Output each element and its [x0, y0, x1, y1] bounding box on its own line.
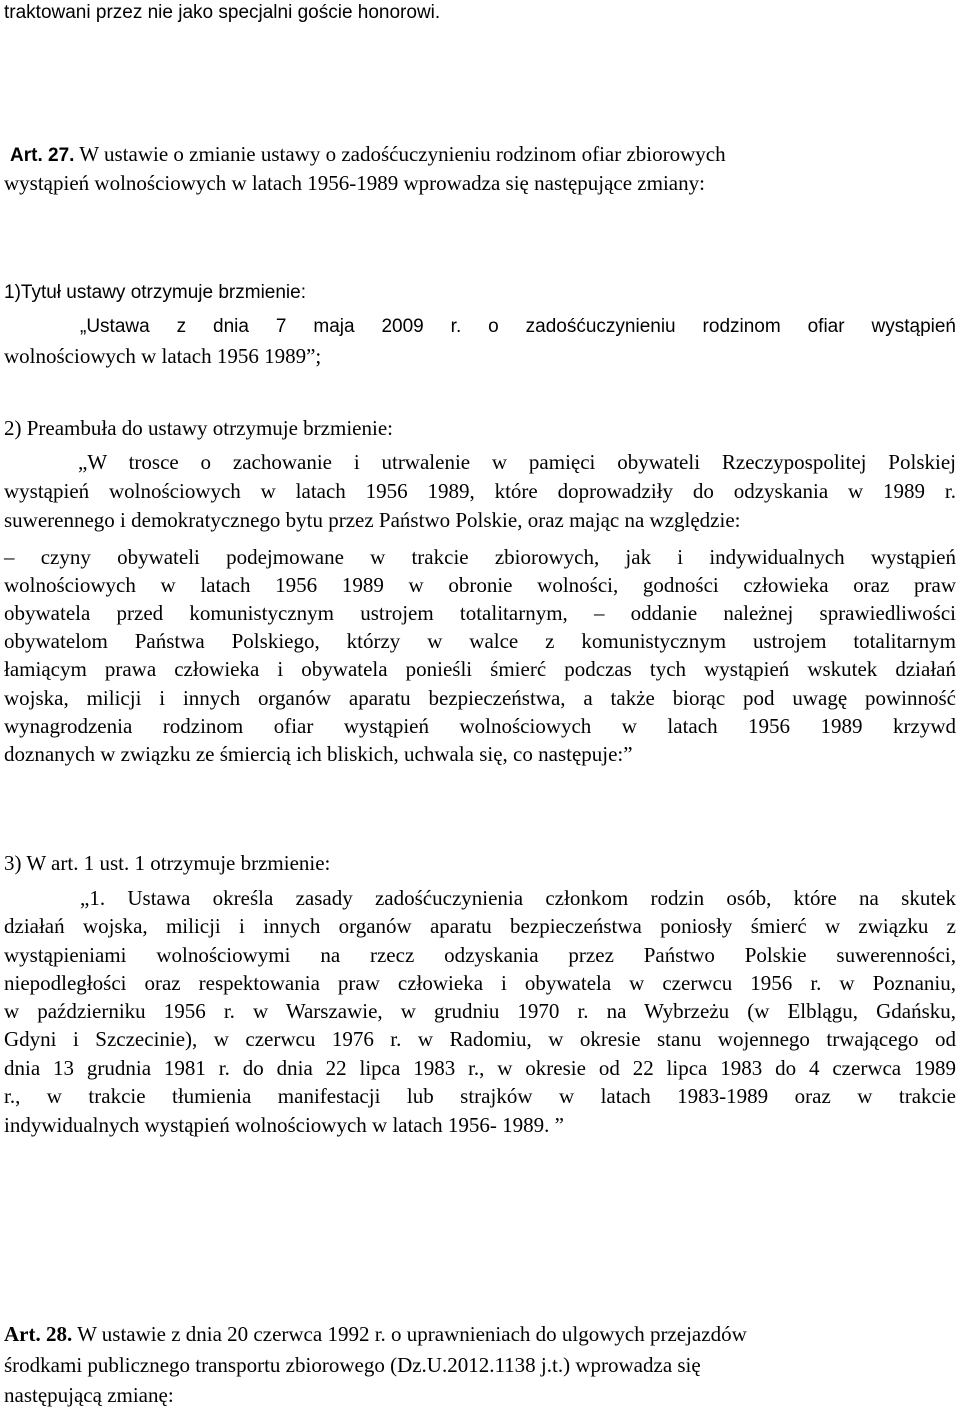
- article1-line: Gdyni i Szczecinie), w czerwcu 1976 r. w Radomiu, w okresie stanu wojennego trwającego od: [4, 1027, 956, 1051]
- art28-line-2: środkami publicznego transportu zbiorowego (Dz.U.2012.1138 j.t.) wprowadza się: [4, 1353, 701, 1377]
- article1-line: wystąpieniami wolnościowymi na rzecz odzyskania przez Państwo Polskie suwerenności,: [4, 943, 956, 967]
- preamble-line: doznanych w związku ze śmiercią ich bliskich, uchwala się, co następuje:”: [4, 742, 633, 766]
- art28-line-1: [4, 1322, 747, 1347]
- preamble-line: – czyny obywateli podejmowane w trakcie zbiorowych, jak i indywidualnych wystąpień: [4, 545, 956, 569]
- preamble-line: suwerennego i demokratycznego bytu przez Państwo Polskie, oraz mając na względzie:: [4, 508, 741, 532]
- point1-title-line-2: wolnościowych w latach 1956 1989”;: [4, 344, 322, 368]
- art28-text-1: W ustawie z dnia 20 czerwca 1992 r. o uprawnieniach do ulgowych przejazdów: [77, 1322, 747, 1346]
- article1-line: w październiku 1956 r. w Warszawie, w grudniu 1970 r. na Wybrzeżu (w Elblągu, Gdańsku,: [4, 999, 956, 1023]
- preamble-line: obywatelom Państwa Polskiego, którzy w walce z komunistycznym ustrojem totalitarnym: [4, 629, 956, 653]
- art27-label: Art. 27.: [10, 145, 75, 166]
- point2-heading: 2) Preambuła do ustawy otrzymuje brzmienie:: [4, 416, 393, 440]
- art27-intro-text-1: W ustawie o zmianie ustawy o zadośćuczynieniu rodzinom ofiar zbiorowych: [79, 142, 726, 166]
- point1-title-line-1: „Ustawa z dnia 7 maja 2009 r. o zadośćuczynieniu rodzinom ofiar wystąpień: [80, 316, 956, 337]
- preamble-line: obywatela przed komunistycznym ustrojem totalitarnym, – oddanie należnej sprawiedliwości: [4, 601, 956, 625]
- art27-intro-line-2: wystąpień wolnościowych w latach 1956-1989 wprowadza się następujące zmiany:: [4, 171, 705, 195]
- preamble-line: „W trosce o zachowanie i utrwalenie w pamięci obywateli Rzeczypospolitej Polskiej: [78, 450, 956, 474]
- preamble-line: wojska, milicji i innych organów aparatu bezpieczeństwa, a także biorąc pod uwagę powinność: [4, 686, 956, 710]
- art28-label: Art. 28.: [4, 1322, 73, 1346]
- preamble-line: wynagrodzenia rodzinom ofiar wystąpień wolnościowych w latach 1956 1989 krzywd: [4, 714, 956, 738]
- point3-heading: 3) W art. 1 ust. 1 otrzymuje brzmienie:: [4, 851, 331, 875]
- continuation-line: traktowani przez nie jako specjalni goście honorowi.: [4, 2, 441, 23]
- art28-line-3: następującą zmianę:: [4, 1383, 174, 1407]
- preamble-line: łamiącym prawa człowieka i obywatela ponieśli śmierć podczas tych wystąpień wskutek działań: [4, 657, 956, 681]
- article1-line: indywidualnych wystąpień wolnościowych w latach 1956- 1989. ”: [4, 1113, 564, 1137]
- preamble-line: wystąpień wolnościowych w latach 1956 1989, które doprowadziły do odzyskania w 1989 r.: [4, 479, 956, 503]
- article1-line: dnia 13 grudnia 1981 r. do dnia 22 lipca 1983 r., w okresie od 22 lipca 1983 do 4 czerwca 1989: [4, 1056, 956, 1080]
- article1-line: niepodległości oraz respektowania praw człowieka i obywatela w czerwcu 1956 r. w Poznaniu,: [4, 971, 956, 995]
- art27-intro-line-1: [10, 142, 726, 167]
- article1-line: „1. Ustawa określa zasady zadośćuczynienia członkom rodzin osób, które na skutek: [80, 886, 956, 910]
- point1-heading: 1)Tytuł ustawy otrzymuje brzmienie:: [4, 282, 306, 303]
- preamble-line: wolnościowych w latach 1956 1989 w obronie wolności, godności człowieka oraz praw: [4, 573, 956, 597]
- article1-line: działań wojska, milicji i innych organów aparatu bezpieczeństwa poniosły śmierć w związku z: [4, 914, 956, 938]
- article1-line: r., w trakcie tłumienia manifestacji lub strajków w latach 1983-1989 oraz w trakcie: [4, 1084, 956, 1108]
